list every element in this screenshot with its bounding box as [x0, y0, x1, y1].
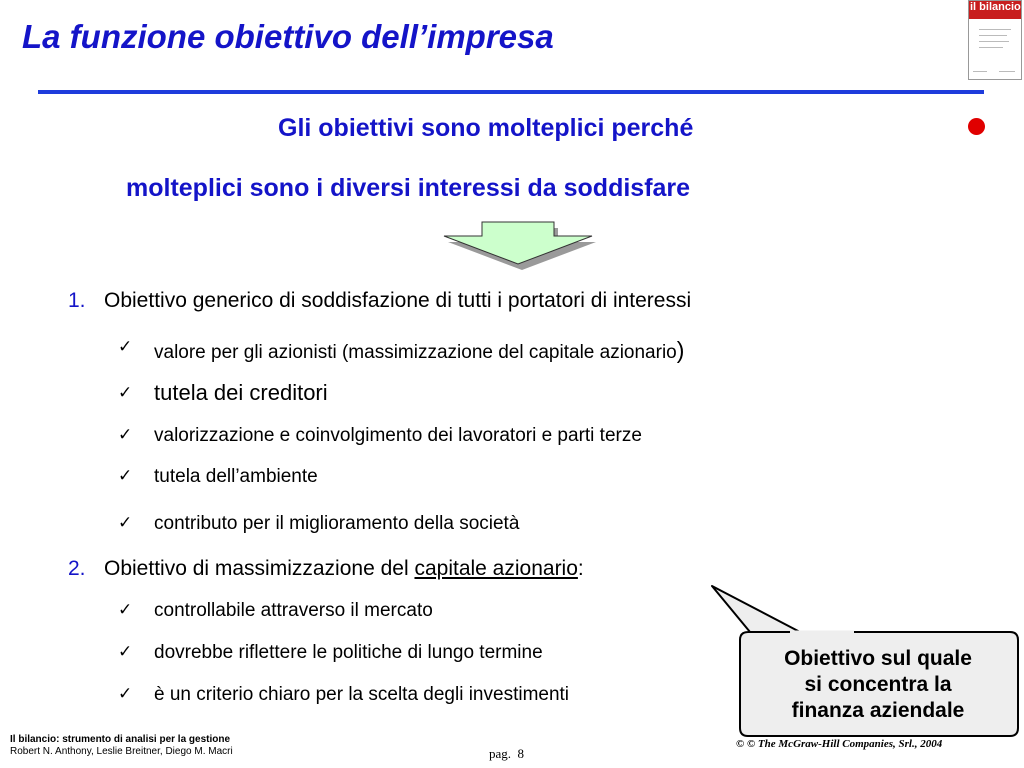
checkmark-icon: ✓ — [118, 513, 133, 532]
subtitle-line-2: molteplici sono i diversi interessi da soddisfare — [126, 174, 691, 202]
checkmark-icon: ✓ — [118, 383, 133, 402]
checkmark-icon: ✓ — [118, 466, 133, 485]
title-divider — [38, 90, 984, 94]
cover-title: il bilancio — [970, 1, 1021, 13]
footer-copyright: © © The McGraw-Hill Companies, Srl., 2004 — [736, 738, 943, 750]
objective-1-item-3: valorizzazione e coinvolgimento dei lavoratori e parti terze — [154, 425, 642, 446]
closing-paren: ) — [676, 337, 685, 363]
cover-line — [973, 71, 987, 72]
objective-1-item-4: tutela dell’ambiente — [154, 466, 318, 487]
objective-1-item-2: tutela dei creditori — [154, 380, 328, 405]
checkmark-icon: ✓ — [118, 337, 133, 356]
cover-line — [999, 71, 1015, 72]
objective-2-item-1: controllabile attraverso il mercato — [154, 600, 433, 621]
objective-2-number: 2. — [68, 557, 86, 580]
callout-line-2: si concentra la — [804, 673, 952, 696]
red-dot-icon — [968, 118, 985, 135]
page-label: pag. — [489, 746, 512, 761]
callout-line-3: finanza aziendale — [791, 699, 965, 722]
objective-1-number: 1. — [68, 289, 86, 312]
checkmark-icon: ✓ — [118, 425, 133, 444]
objective-1-text: Obiettivo generico di soddisfazione di tutti i portatori di interessi — [104, 289, 692, 312]
footer-book-title: Il bilancio: strumento di analisi per la gestione — [10, 734, 231, 745]
down-arrow-icon — [438, 218, 598, 274]
cover-line — [979, 47, 1003, 48]
cover-line — [979, 29, 1011, 30]
objective-2-text — [104, 557, 584, 581]
slide-title: La funzione obiettivo dell’impresa — [22, 18, 554, 55]
objective-1-item-1-text: valore per gli azionisti (massimizzazione del capitale azionario — [154, 342, 677, 363]
objective-2-item-2: dovrebbe riflettere le politiche di lungo termine — [154, 642, 543, 663]
footer-authors: Robert N. Anthony, Leslie Breitner, Diego M. Macri — [10, 746, 233, 757]
objective-1-item-1 — [154, 337, 684, 364]
objective-1-item-5: contributo per il miglioramento della società — [154, 513, 520, 534]
book-cover-thumbnail — [968, 0, 1022, 80]
callout-line-1: Obiettivo sul quale — [784, 647, 972, 670]
page-value: 8 — [517, 746, 525, 761]
cover-line — [979, 35, 1007, 36]
page-number — [489, 746, 524, 762]
objective-2-item-3: è un criterio chiaro per la scelta degli investimenti — [154, 684, 570, 705]
callout-text — [742, 646, 1014, 724]
cover-line — [979, 41, 1009, 42]
checkmark-icon: ✓ — [118, 642, 133, 661]
checkmark-icon: ✓ — [118, 600, 133, 619]
subtitle-line-1: Gli obiettivi sono molteplici perché — [278, 114, 694, 142]
checkmark-icon: ✓ — [118, 684, 133, 703]
objective-2-underlined-term: capitale azionario — [414, 557, 578, 580]
objective-2-text-start: Obiettivo di massimizzazione del — [104, 557, 415, 580]
objective-2-text-end: : — [577, 557, 584, 580]
